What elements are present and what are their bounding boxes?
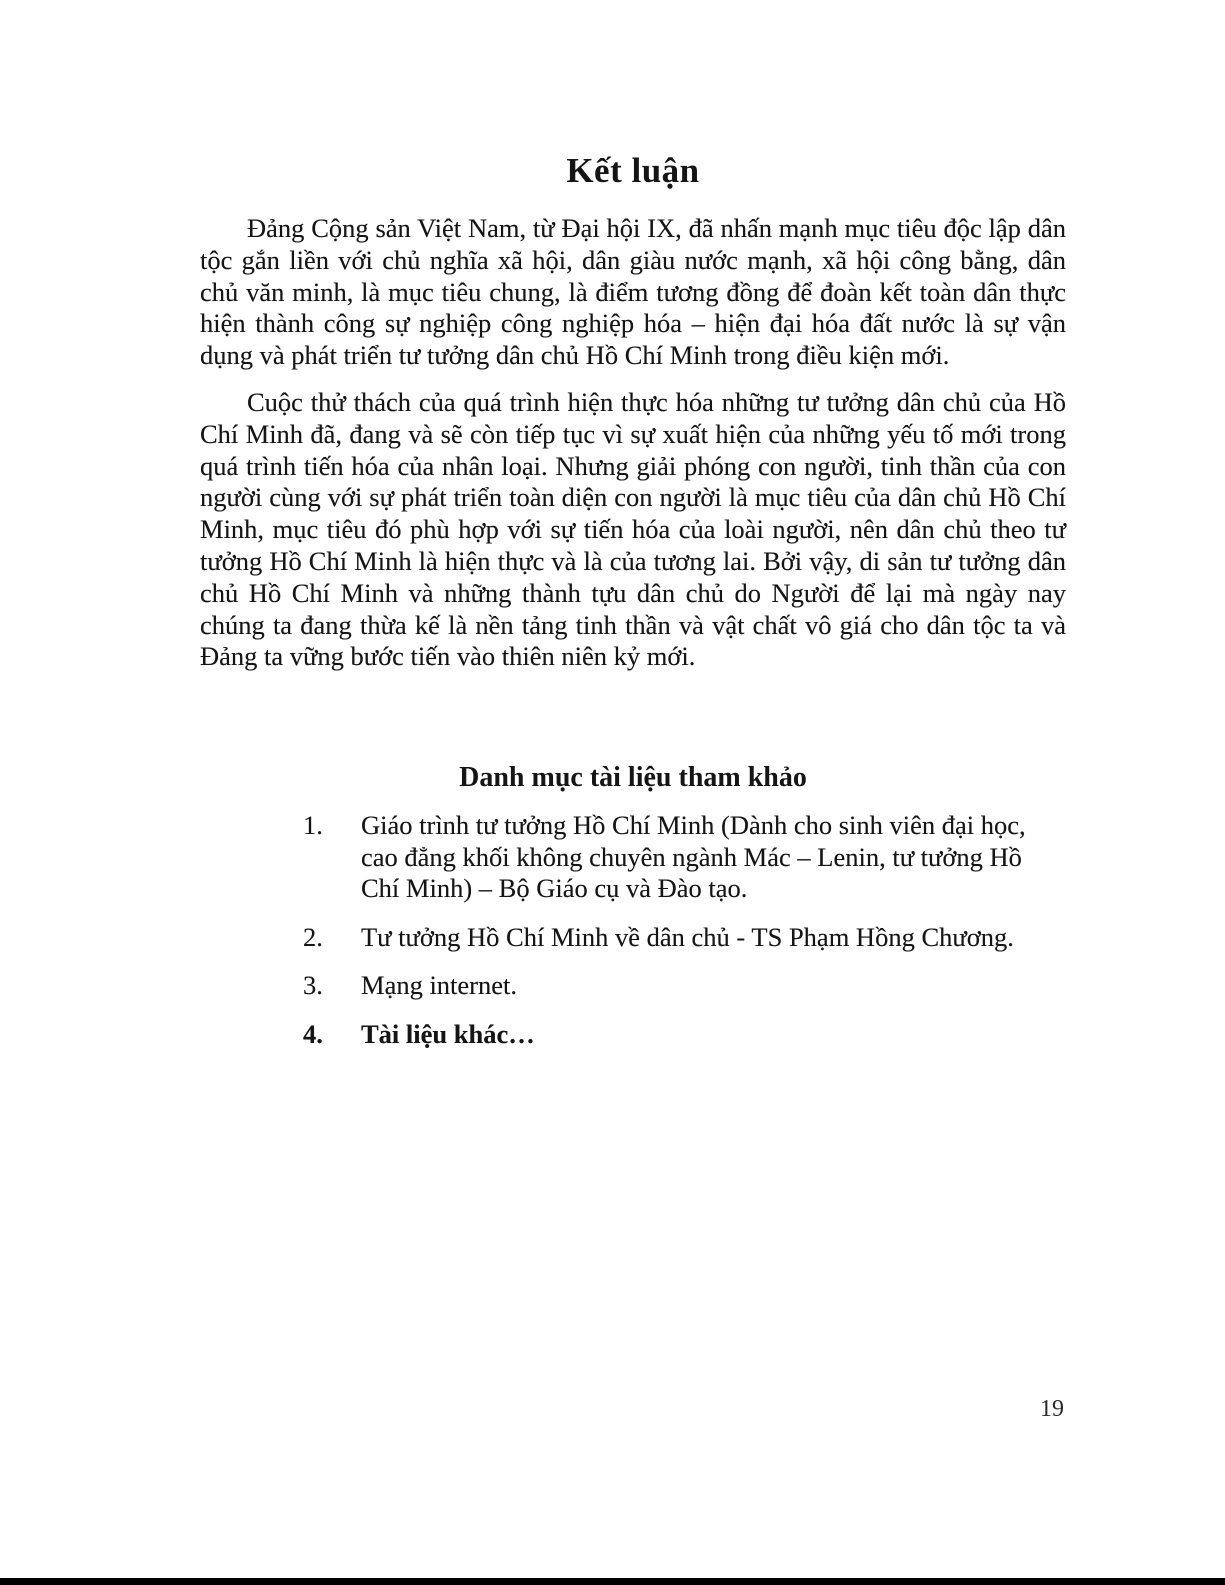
reference-item-3 [303, 970, 1066, 1002]
conclusion-title: Kết luận [566, 151, 700, 190]
reference-item-number: 4. [303, 1018, 323, 1049]
reference-item-text: Tài liệu khác… [361, 1018, 535, 1049]
conclusion-paragraph-2: Cuộc thử thách của quá trình hiện thực hóa những tư tưởng dân chủ của Hồ Chí Minh đã, đang và sẽ còn tiếp tục vì sự xuất hiện của những yếu tố mới trong quá trình tiến hóa của nhân loại. Nhưng giải phóng con người, tinh thần của con người cùng với sự phát triển toàn diện con người là mục tiêu của dân chủ Hồ Chí Minh, mục tiêu đó phù hợp với sự tiến hóa của loài người, nên dân chủ theo tư tưởng Hồ Chí Minh là hiện thực và là của tương lai. Bởi vậy, di sản tư tưởng dân chủ Hồ Chí Minh và những thành tựu dân chủ do Người để lại mà ngày nay chúng ta đang thừa kế là nền tảng tinh thần và vật chất vô giá cho dân tộc ta và Đảng ta vững bước tiến vào thiên niên kỷ mới. [200, 386, 1066, 672]
conclusion-paragraph-1: Đảng Cộng sản Việt Nam, từ Đại hội IX, đã nhấn mạnh mục tiêu độc lập dân tộc gắn liền với chủ nghĩa xã hội, dân giàu nước mạnh, xã hội công bằng, dân chủ văn minh, là mục tiêu chung, là điểm tương đồng để đoàn kết toàn dân thực hiện thành công sự nghiệp công nghiệp hóa – hiện đại hóa đất nước là sự vận dụng và phát triển tư tưởng dân chủ Hồ Chí Minh trong điều kiện mới. [200, 213, 1066, 371]
reference-item-1 [303, 810, 1066, 905]
references-heading: Danh mục tài liệu tham khảo [459, 762, 807, 794]
page-content [200, 0, 1066, 1067]
page-number: 19 [1040, 1396, 1064, 1422]
references-list [200, 810, 1066, 1050]
reference-item-text: Tư tưởng Hồ Chí Minh về dân chủ - TS Phạm Hồng Chương. [361, 921, 1014, 952]
scan-edge-artifact [0, 1578, 1225, 1585]
reference-item-text: Giáo trình tư tưởng Hồ Chí Minh (Dành cho sinh viên đại học, cao đẳng khối không chuyên ngành Mác – Lenin, tư tưởng Hồ Chí Minh) – Bộ Giáo cụ và Đào tạo. [361, 810, 1026, 904]
reference-item-number: 1. [303, 810, 323, 841]
reference-item-number: 3. [303, 970, 323, 1001]
reference-item-number: 2. [303, 921, 323, 952]
reference-item-text: Mạng internet. [361, 970, 518, 1001]
reference-item-2 [303, 922, 1066, 954]
reference-item-4 [303, 1019, 1066, 1051]
